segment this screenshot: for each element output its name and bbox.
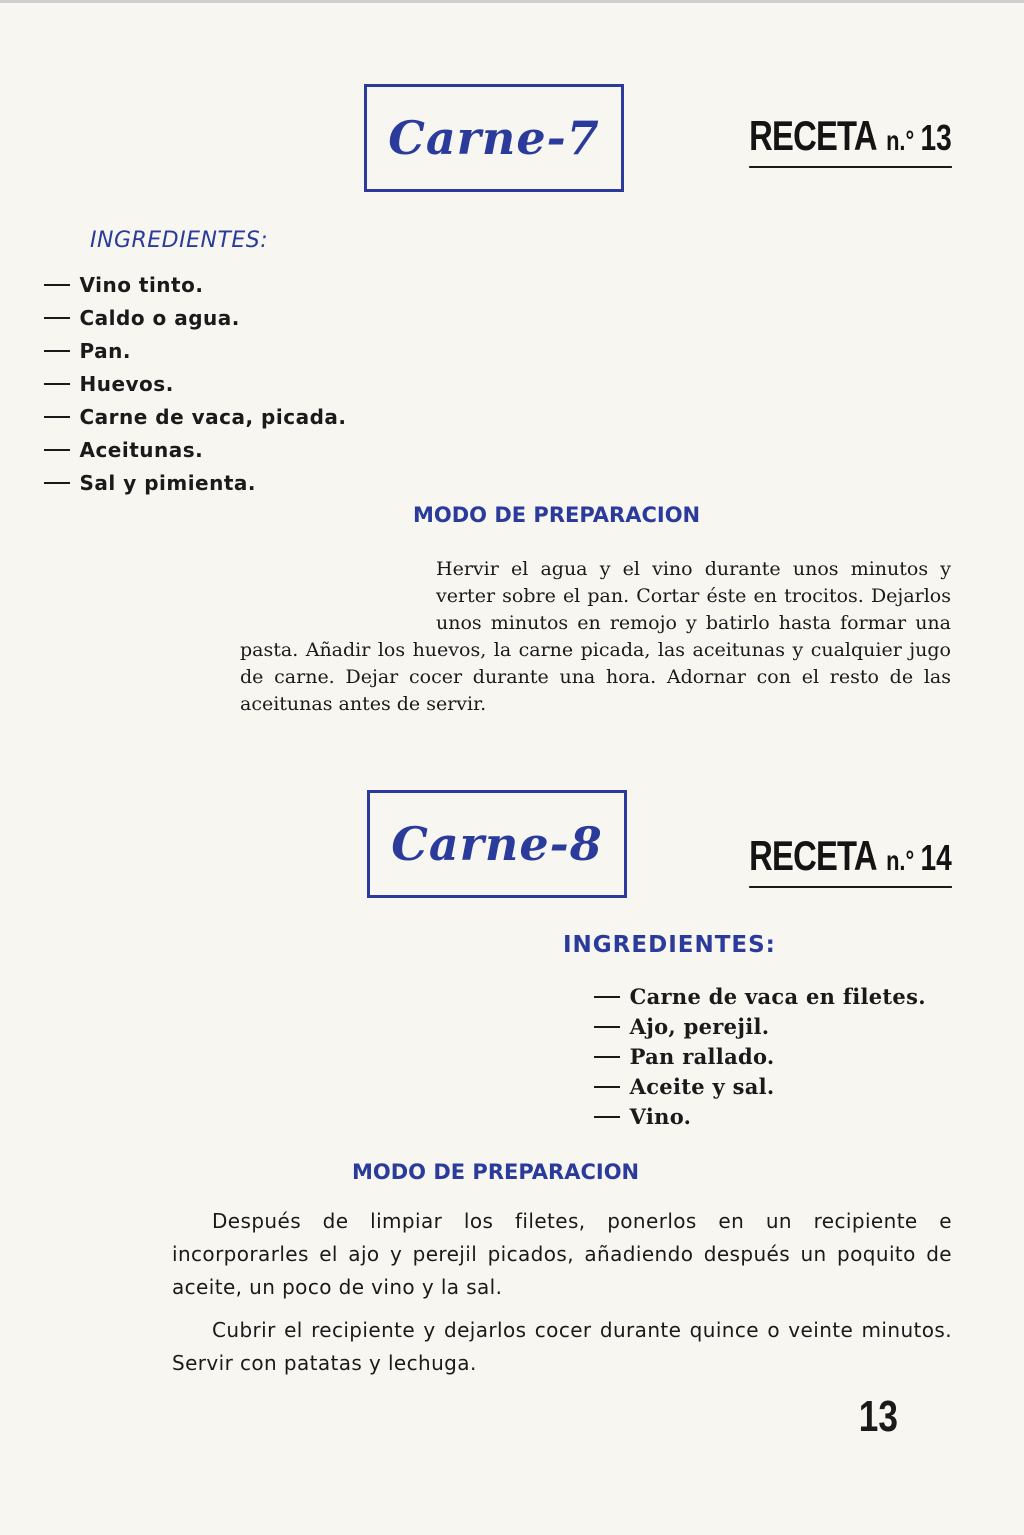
recipe2-ingredients-list <box>594 982 926 1132</box>
list-item <box>44 269 347 302</box>
text-indent-spacer <box>240 556 436 635</box>
list-item <box>44 467 347 500</box>
list-item <box>44 302 347 335</box>
recipe1-ingredients-list <box>44 269 347 500</box>
dash-bullet <box>594 1072 622 1102</box>
list-item <box>594 1072 926 1102</box>
top-edge-rule <box>0 0 1024 3</box>
dash-bullet <box>44 302 72 335</box>
recipe2-method-paragraph-2: Cubrir el recipiente y dejarlos cocer durante quince o veinte minutos. Servir con patatas y lechuga. <box>172 1318 952 1375</box>
recipe2-ingredients-heading: INGREDIENTES: <box>563 932 776 958</box>
dash-bullet <box>44 401 72 434</box>
recipe2-receta-number <box>749 832 952 888</box>
ingredient-text: Pan. <box>79 339 131 363</box>
ingredient-text: Caldo o agua. <box>79 306 240 330</box>
ingredient-text: Huevos. <box>79 372 174 396</box>
ingredient-text: Vino tinto. <box>79 273 204 297</box>
list-item <box>594 982 926 1012</box>
recipe1-receta-n: n.° <box>886 125 915 156</box>
list-item <box>44 434 347 467</box>
dash-bullet <box>594 1102 622 1132</box>
recipe1-title-box <box>364 84 624 192</box>
dash-bullet <box>44 335 72 368</box>
list-item <box>594 1012 926 1042</box>
ingredient-text: Ajo, perejil. <box>629 1014 770 1039</box>
page-number: 13 <box>858 1392 898 1441</box>
recipe1-receta-value: 13 <box>920 117 952 158</box>
dash-bullet <box>594 1012 622 1042</box>
recipe2-receta-value: 14 <box>920 837 952 878</box>
ingredient-text: Pan rallado. <box>629 1044 775 1069</box>
ingredient-text: Vino. <box>629 1104 692 1129</box>
recipe1-method-text <box>240 556 951 718</box>
list-item <box>44 401 347 434</box>
dash-bullet <box>594 982 622 1012</box>
recipe2-title-box <box>367 790 627 898</box>
ingredient-text: Carne de vaca en filetes. <box>629 984 926 1009</box>
list-item <box>594 1042 926 1072</box>
list-item <box>594 1102 926 1132</box>
ingredient-text: Aceitunas. <box>79 438 204 462</box>
recipe2-receta-label: RECETA <box>749 832 878 879</box>
recipe1-receta-label: RECETA <box>749 112 878 159</box>
recipe2-title: Carne-8 <box>391 817 603 871</box>
recipe2-box-double-rule <box>367 790 627 799</box>
ingredient-text: Carne de vaca, picada. <box>79 405 347 429</box>
recipe1-receta-number <box>749 112 952 168</box>
list-item <box>44 335 347 368</box>
dash-bullet <box>44 434 72 467</box>
dash-bullet <box>44 269 72 302</box>
ingredient-text: Sal y pimienta. <box>79 471 257 495</box>
ingredient-text: Aceite y sal. <box>629 1074 775 1099</box>
recipe1-method-heading: MODO DE PREPARACION <box>413 503 701 527</box>
dash-bullet <box>594 1042 622 1072</box>
list-item <box>44 368 347 401</box>
dash-bullet <box>44 467 72 500</box>
dash-bullet <box>44 368 72 401</box>
recipe2-receta-n: n.° <box>886 845 915 876</box>
recipe2-method-paragraph-1: Después de limpiar los filetes, ponerlos en un recipiente e incorporarles el ajo y perejil picados, añadiendo después un poquito de aceite, un poco de vino y la sal. <box>172 1209 952 1299</box>
recipe1-title: Carne-7 <box>388 111 600 165</box>
recipe1-ingredients-heading: INGREDIENTES: <box>90 228 269 253</box>
recipe2-method-heading: MODO DE PREPARACION <box>352 1160 640 1184</box>
recipe1-method-body: Hervir el agua y el vino durante unos minutos y verter sobre el pan. Cortar éste en trocitos. Dejarlos unos minutos en remojo y batirlo hasta formar una pasta. Añadir los huevos, la carne picada, las aceitunas y cualquier jugo de carne. Dejar cocer durante una hora. Adornar con el resto de las aceitunas antes de servir. <box>240 558 951 715</box>
